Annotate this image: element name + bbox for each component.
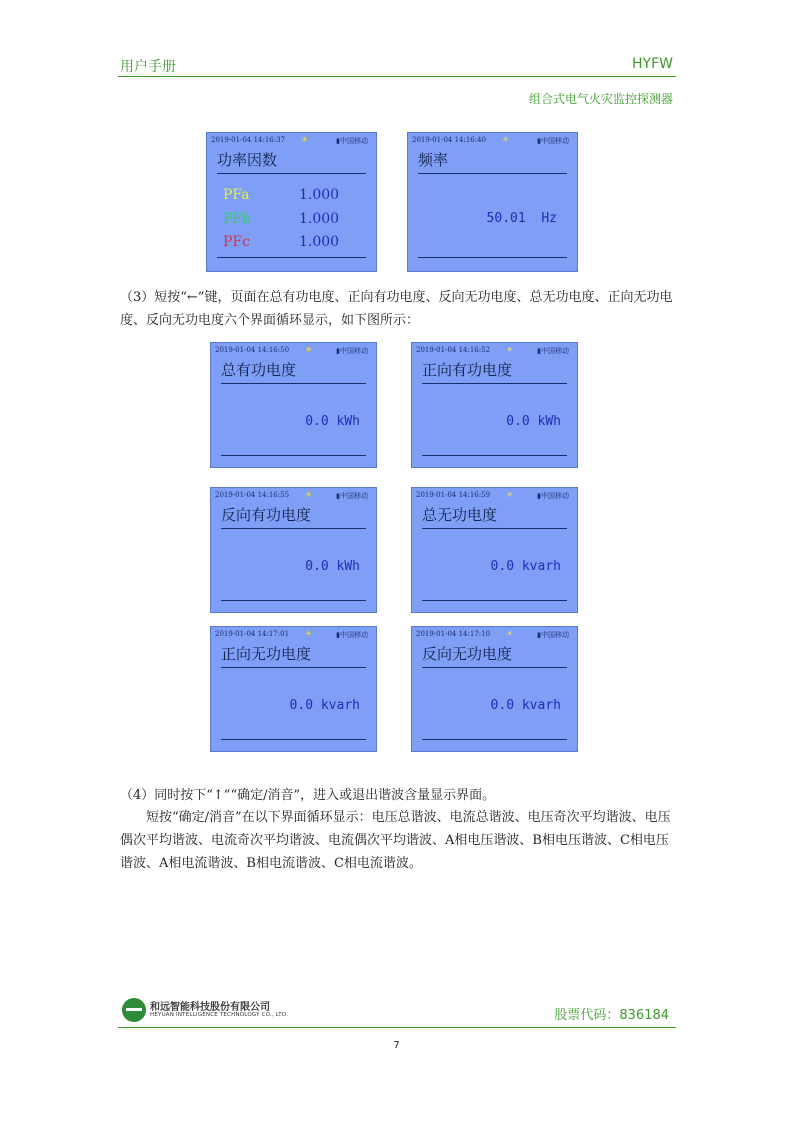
company-logo-icon xyxy=(122,998,146,1022)
screen-power-factor xyxy=(206,132,377,272)
energy-value: 0.0 kWh xyxy=(506,414,561,429)
screen-title: 正向无功电度 xyxy=(221,645,312,663)
frequency-value: 50.01 Hz xyxy=(486,211,557,226)
pf-value-c: 1.000 xyxy=(299,234,340,250)
pf-value-a: 1.000 xyxy=(299,187,340,203)
status-datetime: 2019-01-04 14:16:59 xyxy=(416,491,491,499)
sun-icon: ☀ xyxy=(305,490,313,499)
footer-divider xyxy=(118,1027,676,1028)
screen-title: 反向无功电度 xyxy=(422,645,513,663)
pf-label-c: PFc xyxy=(223,234,250,250)
screen-title: 正向有功电度 xyxy=(422,361,513,379)
signal-bars-icon: ▮中国移动 xyxy=(336,347,368,355)
signal-bars-icon: ▮中国移动 xyxy=(336,492,368,500)
screen-title: 功率因数 xyxy=(217,151,278,169)
energy-screen xyxy=(210,626,377,752)
header-right: HYFW xyxy=(632,56,673,72)
energy-screen xyxy=(411,626,578,752)
paragraph-4: （4）同时按下“↑”“确定/消音”，进入或退出谐波含量显示界面。 xyxy=(120,788,496,803)
header-subtitle: 组合式电气火灾监控探测器 xyxy=(528,92,673,106)
divider xyxy=(422,528,567,529)
divider xyxy=(422,600,567,601)
energy-value: 0.0 kvarh xyxy=(289,698,360,713)
status-carrier: 中国移动 xyxy=(340,347,368,355)
sun-icon: ☀ xyxy=(305,629,313,638)
divider xyxy=(422,455,567,456)
divider xyxy=(221,600,366,601)
status-bar xyxy=(416,630,573,640)
divider xyxy=(418,173,567,174)
energy-screen xyxy=(210,487,377,613)
pf-label-a: PFa xyxy=(223,187,250,203)
status-datetime: 2019-01-04 14:17:01 xyxy=(215,630,290,638)
status-datetime: 2019-01-04 14:16:40 xyxy=(412,136,487,144)
energy-value: 0.0 kWh xyxy=(305,414,360,429)
signal-bars-icon: ▮中国移动 xyxy=(537,492,569,500)
status-datetime: 2019-01-04 14:16:37 xyxy=(211,136,286,144)
energy-value: 0.0 kWh xyxy=(305,559,360,574)
divider xyxy=(221,455,366,456)
status-bar xyxy=(215,346,372,356)
divider xyxy=(217,173,366,174)
screen-frequency xyxy=(407,132,578,272)
signal-bars-icon: ▮中国移动 xyxy=(537,137,569,145)
energy-value: 0.0 kvarh xyxy=(490,559,561,574)
page-number: 7 xyxy=(393,1040,400,1051)
status-carrier: 中国移动 xyxy=(340,631,368,639)
status-carrier: 中国移动 xyxy=(541,492,569,500)
status-bar xyxy=(416,491,573,501)
status-bar xyxy=(416,346,573,356)
sun-icon: ☀ xyxy=(301,135,309,144)
sun-icon: ☀ xyxy=(506,629,514,638)
status-carrier: 中国移动 xyxy=(541,137,569,145)
energy-screen xyxy=(210,342,377,468)
paragraph-5: 短按“确定/消音”在以下界面循环显示：电压总谐波、电流总谐波、电压奇次平均谐波、电压偶次平均谐波、电流奇次平均谐波、电流偶次平均谐波、A相电压谐波、B相电压谐波、C相电压谐波、A相电流谐波、B相电流谐波、C相电流谐波。 xyxy=(120,810,671,871)
divider xyxy=(221,383,366,384)
energy-value: 0.0 kvarh xyxy=(490,698,561,713)
screen-title: 反向有功电度 xyxy=(221,506,312,524)
status-bar xyxy=(211,136,372,146)
header-divider xyxy=(118,76,676,77)
status-carrier: 中国移动 xyxy=(340,137,368,145)
energy-screen xyxy=(411,487,578,613)
status-datetime: 2019-01-04 14:16:52 xyxy=(416,346,491,354)
header-left: 用户手册 xyxy=(120,59,176,75)
divider xyxy=(221,528,366,529)
company-name-cn: 和远智能科技股份有限公司 xyxy=(150,1002,270,1013)
status-datetime: 2019-01-04 14:16:55 xyxy=(215,491,290,499)
paragraph-3: （3）短按“←”键，页面在总有功电度、正向有功电度、反向无功电度、总无功电度、正向无功电度、反向无功电度六个界面循环显示，如下图所示： xyxy=(120,290,673,328)
status-datetime: 2019-01-04 14:16:50 xyxy=(215,346,290,354)
pf-value-b: 1.000 xyxy=(299,211,340,227)
sun-icon: ☀ xyxy=(502,135,510,144)
sun-icon: ☀ xyxy=(506,345,514,354)
divider xyxy=(217,257,366,258)
divider xyxy=(422,383,567,384)
energy-screen xyxy=(411,342,578,468)
status-datetime: 2019-01-04 14:17:10 xyxy=(416,630,491,638)
divider xyxy=(422,667,567,668)
screen-title: 总无功电度 xyxy=(422,506,498,524)
sun-icon: ☀ xyxy=(506,490,514,499)
status-carrier: 中国移动 xyxy=(541,631,569,639)
signal-bars-icon: ▮中国移动 xyxy=(336,137,368,145)
divider xyxy=(422,739,567,740)
screen-title: 总有功电度 xyxy=(221,361,297,379)
status-carrier: 中国移动 xyxy=(541,347,569,355)
company-name-en: HEYUAN INTELLIGENCE TECHNOLOGY CO., LTD. xyxy=(150,1012,289,1018)
divider xyxy=(221,667,366,668)
pf-label-b: PFb xyxy=(223,211,252,227)
divider xyxy=(418,257,567,258)
sun-icon: ☀ xyxy=(305,345,313,354)
status-bar xyxy=(215,491,372,501)
status-carrier: 中国移动 xyxy=(340,492,368,500)
divider xyxy=(221,739,366,740)
screen-title: 频率 xyxy=(418,151,449,169)
stock-code: 股票代码：836184 xyxy=(554,1008,669,1023)
signal-bars-icon: ▮中国移动 xyxy=(336,631,368,639)
signal-bars-icon: ▮中国移动 xyxy=(537,347,569,355)
status-bar xyxy=(215,630,372,640)
signal-bars-icon: ▮中国移动 xyxy=(537,631,569,639)
status-bar xyxy=(412,136,573,146)
